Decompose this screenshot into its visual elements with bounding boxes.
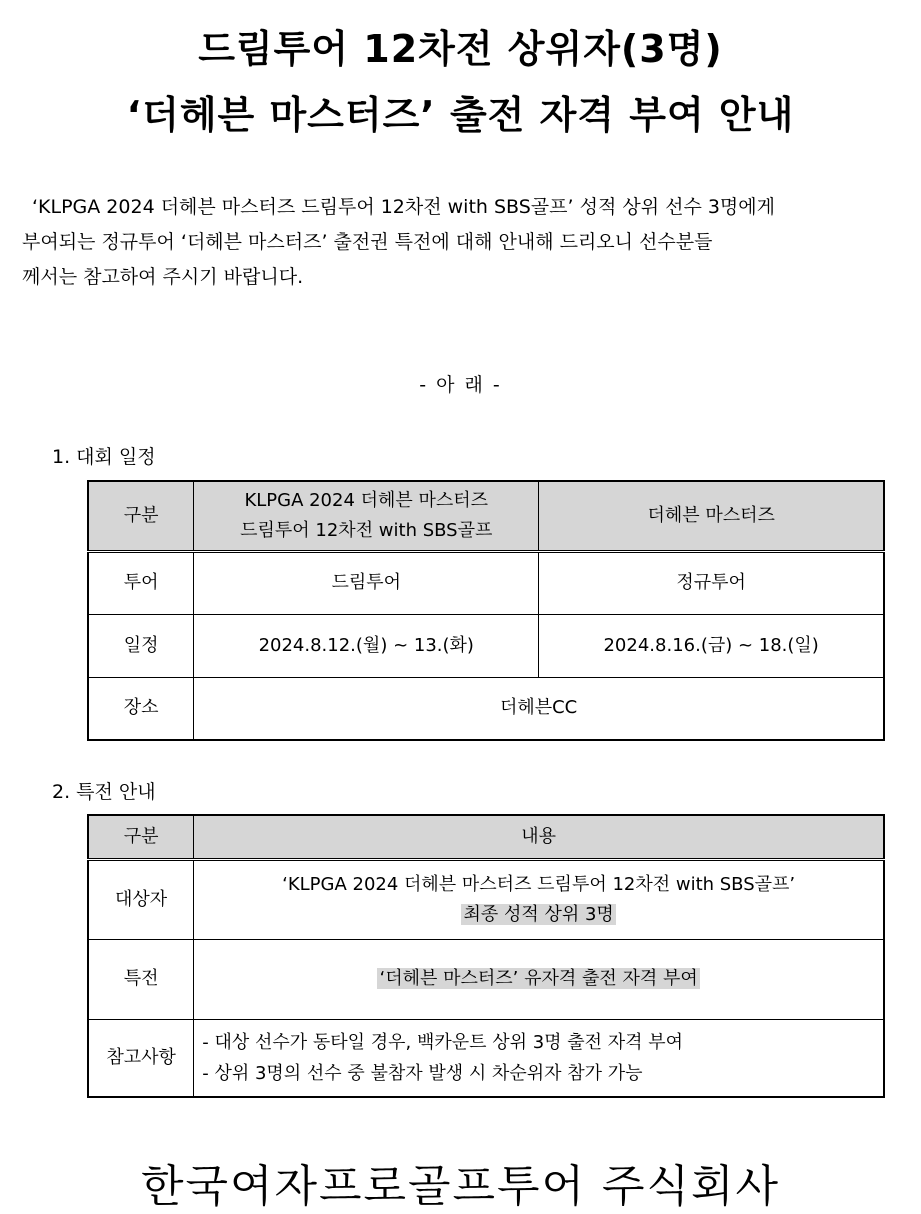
target-line-1: ‘KLPGA 2024 더헤븐 마스터즈 드림투어 12차전 with SBS골프’	[282, 873, 796, 895]
schedule-header-dreamtour-line2: 드림투어 12차전 with SBS골프	[240, 519, 493, 541]
intro-line-1: ‘KLPGA 2024 더헤븐 마스터즈 드림투어 12차전 with SBS골프’ 성적 상위 선수 3명에게	[32, 196, 775, 218]
note-line-2: - 상위 3명의 선수 중 불참자 발생 시 차순위자 참가 가능	[202, 1062, 643, 1084]
benefit-heading: 2. 특전 안내	[52, 781, 156, 803]
schedule-header-category: 구분	[88, 481, 194, 551]
cell-value: 2024.8.12.(월) ~ 13.(화)	[194, 614, 539, 677]
table-row	[88, 1019, 884, 1097]
schedule-table	[87, 480, 885, 741]
table-row	[88, 614, 884, 677]
table-row	[88, 939, 884, 1019]
schedule-header-masters: 더헤븐 마스터즈	[539, 481, 884, 551]
row-label: 참고사항	[88, 1019, 194, 1097]
cell-value-merged: 더헤븐CC	[194, 677, 884, 740]
cell-value: 정규투어	[539, 551, 884, 614]
table-row	[88, 859, 884, 939]
intro-line-2: 부여되는 정규투어 ‘더헤븐 마스터즈’ 출전권 특전에 대해 안내해 드리오니 선수분들	[22, 231, 713, 253]
row-label: 장소	[88, 677, 194, 740]
benefit-header-row	[88, 815, 884, 859]
intro-line-3: 께서는 참고하여 주시기 바랍니다.	[22, 266, 304, 288]
cell-value	[194, 939, 884, 1019]
schedule-header-row	[88, 481, 884, 551]
table-row	[88, 677, 884, 740]
note-line-1: - 대상 선수가 동타일 경우, 백카운트 상위 3명 출전 자격 부여	[202, 1031, 684, 1053]
benefit-header-category: 구분	[88, 815, 194, 859]
benefit-table	[87, 814, 885, 1098]
table-row	[88, 551, 884, 614]
title-line-1: 드림투어 12차전 상위자(3명)	[198, 27, 723, 71]
schedule-heading: 1. 대회 일정	[52, 446, 156, 468]
cell-value: 드림투어	[194, 551, 539, 614]
intro-paragraph	[22, 190, 894, 295]
row-label: 특전	[88, 939, 194, 1019]
schedule-header-dreamtour-line1: KLPGA 2024 더헤븐 마스터즈	[244, 489, 489, 511]
cell-value	[194, 859, 884, 939]
benefit-header-content: 내용	[194, 815, 884, 859]
cell-value	[194, 1019, 884, 1097]
cell-value: 2024.8.16.(금) ~ 18.(일)	[539, 614, 884, 677]
target-line-2: 최종 성적 상위 3명	[463, 903, 614, 925]
row-label: 대상자	[88, 859, 194, 939]
schedule-header-dreamtour	[194, 481, 539, 551]
row-label: 일정	[88, 614, 194, 677]
title-line-2: ‘더헤븐 마스터즈’ 출전 자격 부여 안내	[126, 93, 795, 137]
section-separator: - 아 래 -	[419, 374, 502, 396]
footer-organization: 한국여자프로골프투어 주식회사	[140, 1161, 781, 1212]
row-label: 투어	[88, 551, 194, 614]
benefit-text: ‘더헤븐 마스터즈’ 유자격 출전 자격 부여	[379, 968, 698, 989]
